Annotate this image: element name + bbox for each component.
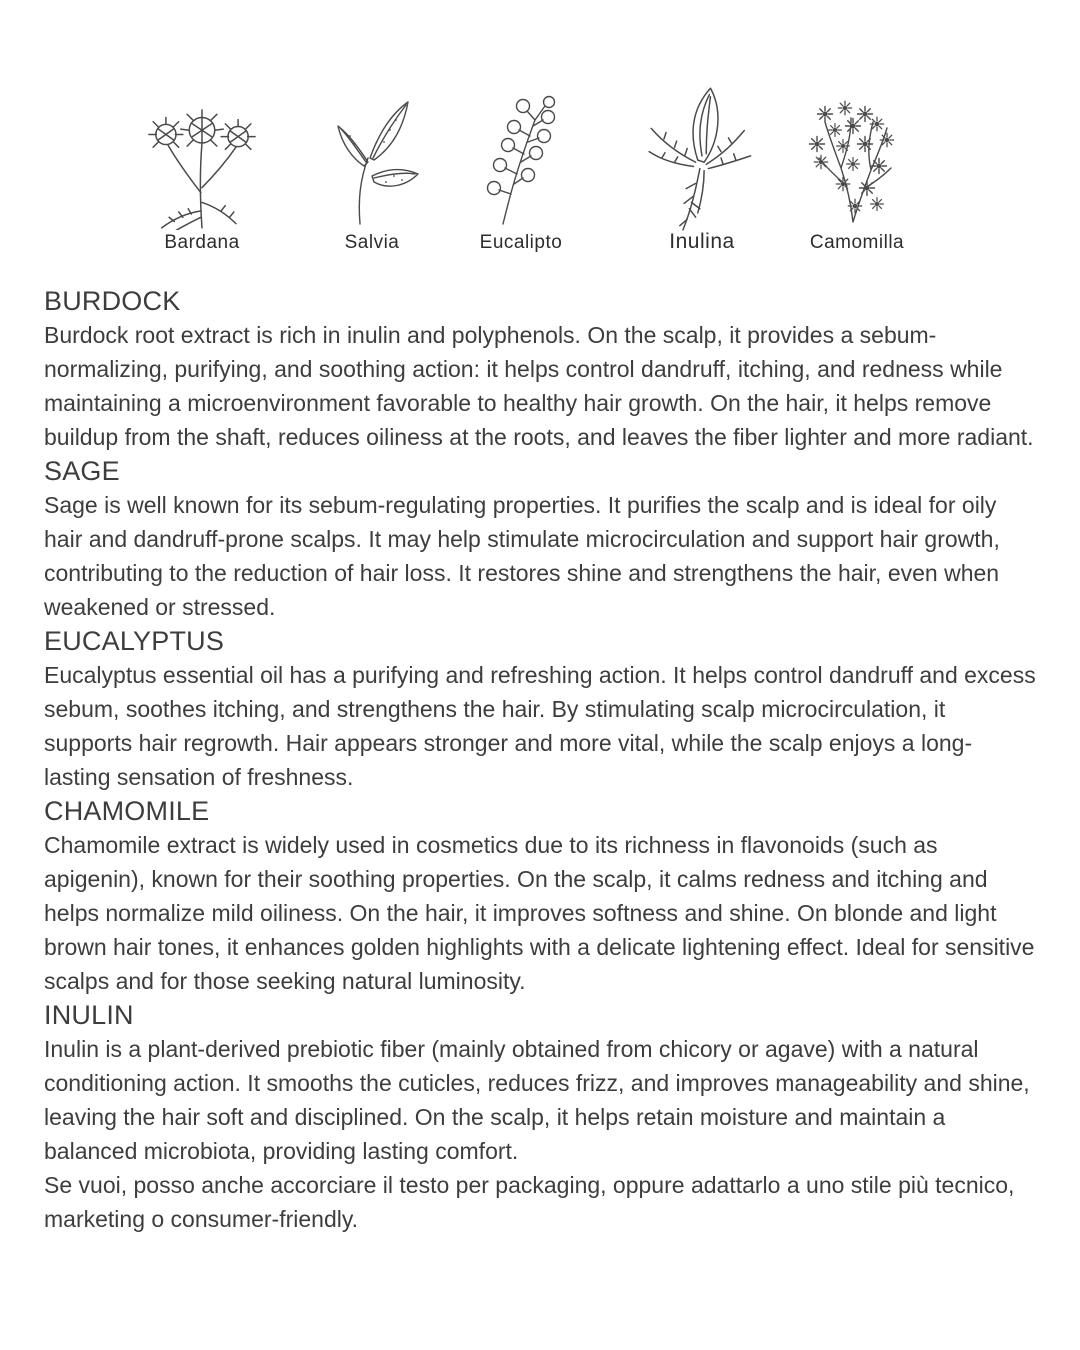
section-body: Chamomile extract is widely used in cosmetics due to its richness in flavonoids (such as apigenin), known for their soothing properties. On the scalp, it calms redness and itching and helps normalize mild oiliness. On the hair, it improves softness and shine. On blonde and light brown hair tones, it enhances golden highlights with a delicate lightening effect. Ideal for sensitive scalps and for those seeking natural luminosity. [44, 832, 1035, 994]
botanical-label: Salvia [344, 232, 400, 253]
section-chamomile [44, 794, 1038, 998]
section-inulin [44, 998, 1038, 1168]
section-heading: SAGE [44, 456, 120, 486]
eucalyptus-illustration [451, 92, 591, 230]
botanical-bardana [117, 92, 287, 254]
botanical-camomilla [772, 92, 942, 254]
closing-note: Se vuoi, posso anche accorciare il testo per packaging, oppure adattarlo a uno stile più tecnico, marketing o consumer-friendly. [44, 1172, 1015, 1232]
botanical-salvia [287, 92, 457, 254]
section-body: Eucalyptus essential oil has a purifying and refreshing action. It helps control dandruff and excess sebum, soothes itching, and strengthens the hair. By stimulating scalp microcirculation, it supports hair regrowth. Hair appears stronger and more vital, while the scalp enjoys a long-lasting sensation of freshness. [44, 662, 1036, 790]
section-heading: CHAMOMILE [44, 796, 210, 826]
chamomile-illustration [787, 92, 927, 230]
section-heading: EUCALYPTUS [44, 626, 225, 656]
section-heading: INULIN [44, 1000, 134, 1030]
botanical-label: Eucalipto [479, 232, 563, 253]
section-eucalyptus [44, 624, 1038, 794]
sage-illustration [302, 92, 442, 230]
section-sage [44, 454, 1038, 624]
inulin-illustration [627, 84, 777, 232]
botanical-eucalipto [436, 92, 606, 254]
section-burdock [44, 284, 1038, 454]
botanical-label: Inulina [669, 230, 735, 253]
botanical-label: Bardana [164, 232, 240, 253]
section-body: Sage is well known for its sebum-regulating properties. It purifies the scalp and is ideal for oily hair and dandruff-prone scalps. It may help stimulate microcirculation and support hair growth, contributing to the reduction of hair loss. It restores shine and strengthens the hair, even when weakened or stressed. [44, 492, 1000, 620]
burdock-illustration [127, 92, 277, 230]
section-body: Inulin is a plant-derived prebiotic fiber (mainly obtained from chicory or agave) with a natural conditioning action. It smooths the cuticles, reduces frizz, and improves manageability and shine, leaving the hair soft and disciplined. On the scalp, it helps retain moisture and maintain a balanced microbiota, providing lasting comfort. [44, 1036, 1030, 1164]
botanical-inulina [617, 84, 787, 254]
section-body: Burdock root extract is rich in inulin and polyphenols. On the scalp, it provides a sebum-normalizing, purifying, and soothing action: it helps control dandruff, itching, and redness while maintaining a microenvironment favorable to healthy hair growth. On the hair, it helps remove buildup from the shaft, reduces oiliness at the roots, and leaves the fiber lighter and more radiant. [44, 322, 1034, 450]
ingredient-descriptions [44, 284, 1038, 1236]
section-heading: BURDOCK [44, 286, 181, 316]
botanical-strip [0, 0, 1080, 270]
botanical-label: Camomilla [809, 232, 905, 253]
